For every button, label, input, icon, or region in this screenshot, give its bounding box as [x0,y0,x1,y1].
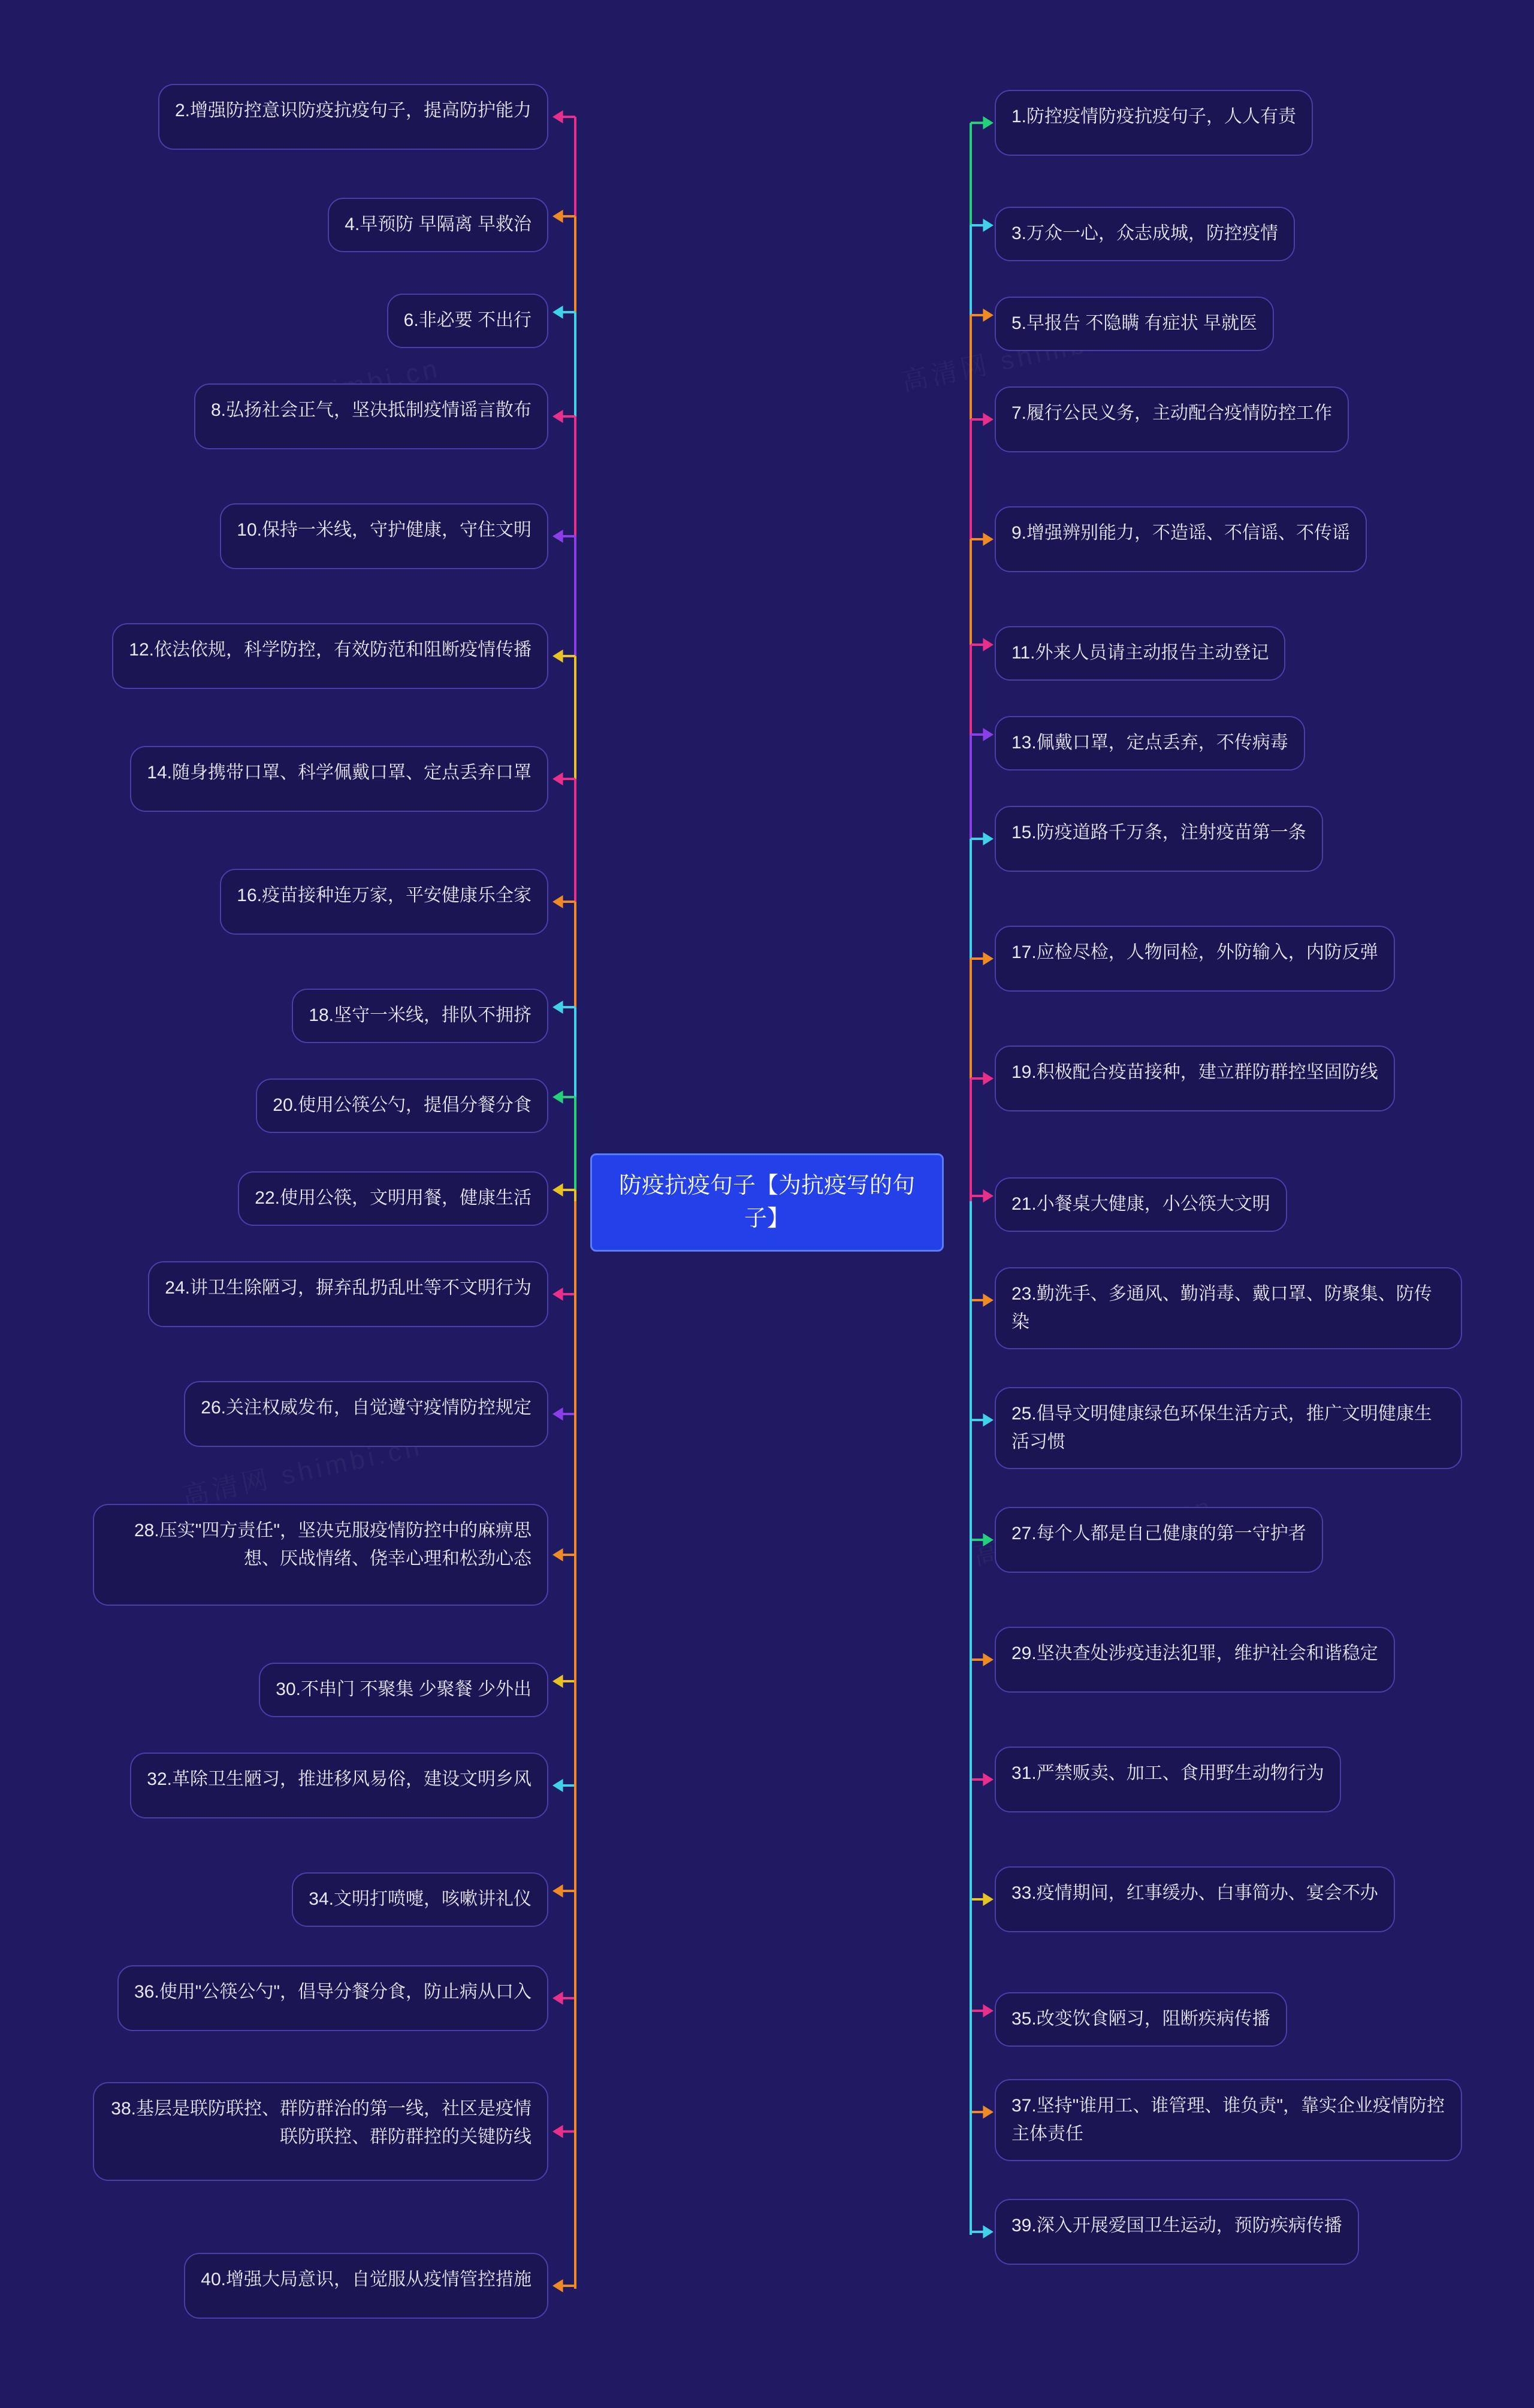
branch-node-left-9[interactable]: 18.坚守一米线，排队不拥挤 [292,989,548,1043]
branch-node-left-20[interactable]: 40.增强大局意识，自觉服从疫情管控措施 [184,2253,548,2319]
branch-node-right-11[interactable]: 21.小餐桌大健康，小公筷大文明 [995,1177,1287,1232]
branch-node-right-19[interactable]: 37.坚持"谁用工、谁管理、谁负责"，靠实企业疫情防控主体责任 [995,2079,1462,2161]
branch-node-right-7[interactable]: 13.佩戴口罩，定点丢弃，不传病毒 [995,716,1305,771]
branch-node-right-20[interactable]: 39.深入开展爱国卫生运动，预防疾病传播 [995,2199,1359,2265]
center-node[interactable]: 防疫抗疫句子【为抗疫写的句子】 [590,1153,944,1252]
branch-node-right-10[interactable]: 19.积极配合疫苗接种，建立群防群控坚固防线 [995,1046,1395,1111]
branch-node-right-8[interactable]: 15.防疫道路千万条，注射疫苗第一条 [995,806,1323,872]
branch-node-left-2[interactable]: 4.早预防 早隔离 早救治 [328,198,548,252]
branch-node-right-15[interactable]: 29.坚决查处涉疫违法犯罪，维护社会和谐稳定 [995,1627,1395,1693]
branch-node-left-18[interactable]: 36.使用"公筷公勺"，倡导分餐分食，防止病从口入 [117,1965,548,2031]
branch-node-left-6[interactable]: 12.依法依规，科学防控，有效防范和阻断疫情传播 [112,623,548,689]
branch-node-left-19[interactable]: 38.基层是联防联控、群防群治的第一线，社区是疫情联防联控、群防群控的关键防线 [93,2082,548,2181]
branch-node-right-1[interactable]: 1.防控疫情防疫抗疫句子，人人有责 [995,90,1313,156]
branch-node-right-6[interactable]: 11.外来人员请主动报告主动登记 [995,626,1285,681]
branch-node-left-3[interactable]: 6.非必要 不出行 [387,294,548,348]
branch-node-left-16[interactable]: 32.革除卫生陋习，推进移风易俗，建设文明乡风 [130,1753,548,1818]
branch-node-left-8[interactable]: 16.疫苗接种连万家，平安健康乐全家 [220,869,548,935]
branch-node-right-9[interactable]: 17.应检尽检，人物同检，外防输入，内防反弹 [995,926,1395,992]
branch-node-right-16[interactable]: 31.严禁贩卖、加工、食用野生动物行为 [995,1747,1341,1812]
branch-node-right-13[interactable]: 25.倡导文明健康绿色环保生活方式，推广文明健康生活习惯 [995,1387,1462,1469]
branch-node-left-11[interactable]: 22.使用公筷，文明用餐，健康生活 [238,1171,548,1226]
branch-node-left-17[interactable]: 34.文明打喷嚏，咳嗽讲礼仪 [292,1872,548,1927]
branch-node-right-18[interactable]: 35.改变饮食陋习，阻断疾病传播 [995,1992,1287,2047]
branch-node-left-13[interactable]: 26.关注权威发布，自觉遵守疫情防控规定 [184,1381,548,1447]
branch-node-left-10[interactable]: 20.使用公筷公勺，提倡分餐分食 [256,1078,548,1133]
branch-node-right-12[interactable]: 23.勤洗手、多通风、勤消毒、戴口罩、防聚集、防传染 [995,1267,1462,1349]
branch-node-left-15[interactable]: 30.不串门 不聚集 少聚餐 少外出 [259,1663,548,1717]
branch-node-left-12[interactable]: 24.讲卫生除陋习，摒弃乱扔乱吐等不文明行为 [148,1261,548,1327]
branch-node-left-1[interactable]: 2.增强防控意识防疫抗疫句子，提高防护能力 [158,84,548,150]
branch-node-left-4[interactable]: 8.弘扬社会正气，坚决抵制疫情谣言散布 [194,383,548,449]
branch-node-right-4[interactable]: 7.履行公民义务，主动配合疫情防控工作 [995,386,1349,452]
branch-node-left-7[interactable]: 14.随身携带口罩、科学佩戴口罩、定点丢弃口罩 [130,746,548,812]
branch-node-left-5[interactable]: 10.保持一米线，守护健康，守住文明 [220,503,548,569]
branch-node-right-2[interactable]: 3.万众一心，众志成城，防控疫情 [995,207,1295,261]
branch-node-left-14[interactable]: 28.压实"四方责任"，坚决克服疫情防控中的麻痹思想、厌战情绪、侥幸心理和松劲心态 [93,1504,548,1606]
branch-node-right-5[interactable]: 9.增强辨别能力，不造谣、不信谣、不传谣 [995,506,1367,572]
branch-node-right-14[interactable]: 27.每个人都是自己健康的第一守护者 [995,1507,1323,1573]
branch-node-right-17[interactable]: 33.疫情期间，红事缓办、白事简办、宴会不办 [995,1866,1395,1932]
branch-node-right-3[interactable]: 5.早报告 不隐瞒 有症状 早就医 [995,297,1274,351]
